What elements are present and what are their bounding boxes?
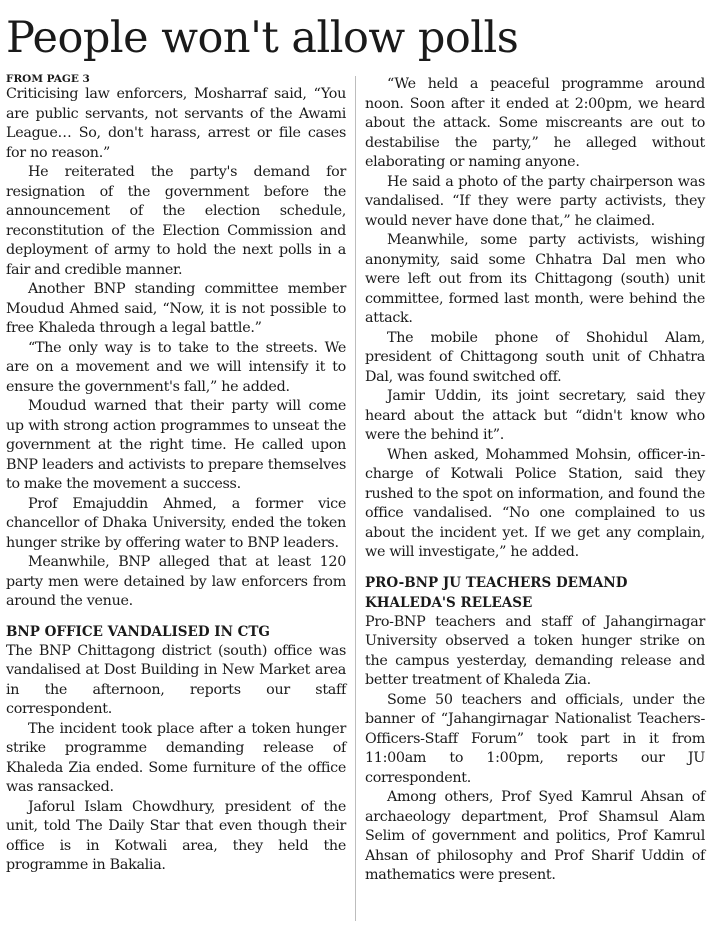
paragraph: When asked, Mohammed Mohsin, officer-in-charge of Kotwali Police Station, said they rushed to the spot on information, and found the office vandalised. “No one complained to us about the incident yet. If we get any complain, we will investigate,” he added.	[365, 446, 705, 560]
paragraph: He reiterated the party's demand for resignation of the government before the announcement of the election schedule, reconstitution of the Election Commission and deployment of army to hold the next polls in a fair and credible manner.	[6, 164, 346, 278]
paragraph: Pro-BNP teachers and staff of Jahangirnagar University observed a token hunger strike on the campus yesterday, demanding release and better treatment of Khaleda Zia.	[365, 613, 705, 688]
paragraph: Jamir Uddin, its joint secretary, said they heard about the attack but “didn't know who were the behind it”.	[365, 388, 705, 443]
paragraph: Among others, Prof Syed Kamrul Ahsan of archaeology department, Prof Shamsul Alam Selim of government and politics, Prof Kamrul Ahsan of philosophy and Prof Sharif Uddin of mathematics were present.	[365, 789, 705, 883]
paragraph: Jaforul Islam Chowdhury, president of the unit, told The Daily Star that even though their office is in Kotwali area, they held the programme in Bakalia.	[6, 798, 346, 873]
subhead-ju: PRO-BNP JU TEACHERS DEMAND KHALEDA'S RELEASE	[365, 574, 628, 611]
paragraph: Another BNP standing committee member Moudud Ahmed said, “Now, it is not possible to free Khaleda through a legal battle.”	[6, 281, 346, 336]
paragraph: “The only way is to take to the streets. We are on a movement and we will intensify it to ensure the government's fall,” he added.	[6, 339, 346, 395]
paragraph: The BNP Chittagong district (south) office was vandalised at Dost Building in New Market area in the afternoon, reports our staff correspondent.	[6, 642, 346, 717]
paragraph: The mobile phone of Shohidul Alam, president of Chittagong south unit of Chhatra Dal, was found switched off.	[365, 329, 705, 385]
paragraph: Prof Emajuddin Ahmed, a former vice chancellor of Dhaka University, ended the token hunger strike by offering water to BNP leaders.	[6, 495, 346, 551]
paragraph: Meanwhile, BNP alleged that at least 120 party men were detained by law enforcers from around the venue.	[6, 554, 346, 609]
paragraph: Criticising law enforcers, Mosharraf said, “You are public servants, not servants of the Awami League… So, don't harass, arrest or file cases for no reason.”	[6, 86, 346, 161]
paragraph: Meanwhile, some party activists, wishing anonymity, said some Chhatra Dal men who were left out from its Chittagong (south) unit committee, formed last month, were behind the attack.	[365, 232, 705, 326]
headline: People won't allow polls	[6, 13, 519, 63]
paragraph: The incident took place after a token hunger strike programme demanding release of Khaleda Zia ended. Some furniture of the office was ransacked.	[6, 720, 346, 795]
column-divider	[355, 76, 356, 921]
paragraph: “We held a peaceful programme around noon. Soon after it ended at 2:00pm, we heard about the attack. Some miscreants are out to destabilise the party,” he alleged without elaborating or naming anyone.	[365, 76, 705, 170]
paragraph: He said a photo of the party chairperson was vandalised. “If they were party activists, they would never have done that,” he claimed.	[365, 173, 705, 229]
paragraph: Moudud warned that their party will come up with strong action programmes to unseat the government at the right time. He called upon BNP leaders and activists to prepare themselves to make the movement a success.	[6, 398, 346, 492]
kicker: FROM PAGE 3	[6, 73, 90, 85]
right-column	[365, 75, 705, 886]
left-column	[6, 73, 346, 876]
subhead-ctg: BNP OFFICE VANDALISED IN CTG	[6, 623, 270, 640]
paragraph: Some 50 teachers and officials, under the banner of “Jahangirnagar Nationalist Teachers-Officers-Staff Forum” took part in it from 11:00am to 1:00pm, reports our JU correspondent.	[365, 691, 705, 786]
